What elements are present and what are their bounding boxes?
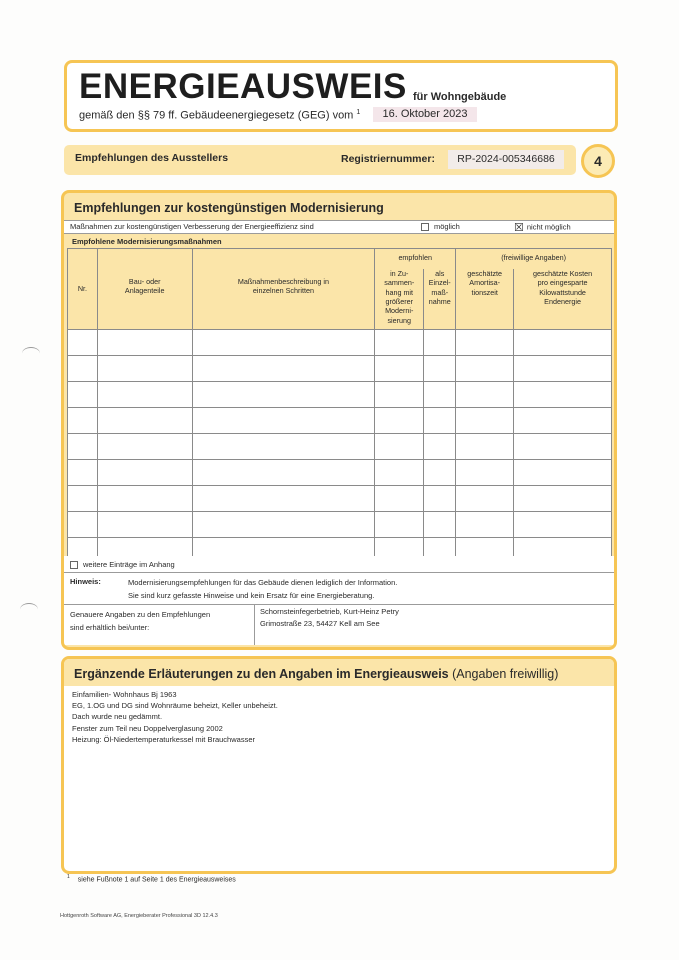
law-date-field: 16. Oktober 2023: [373, 107, 477, 122]
table-row: [68, 382, 612, 408]
col-amortization: geschätzte Amortisa-tionszeit: [456, 269, 514, 330]
more-entries-row: [64, 556, 614, 573]
note-row: [64, 573, 614, 605]
hole-punch-mark: [22, 347, 40, 360]
details-contact-line-1: Schornsteinfegerbetrieb, Kurt-Heinz Petry: [260, 607, 399, 616]
note-line-1: Modernisierungsempfehlungen für das Gebäude dienen lediglich der Information.: [128, 578, 398, 587]
col-description: Maßnahmenbeschreibung in einzelnen Schritten: [192, 249, 375, 330]
explanation-line: Fenster zum Teil neu Doppelverglasung 2002: [72, 723, 223, 733]
col-group-optional: (freiwillige Angaben): [456, 249, 612, 270]
explanation-line: EG, 1.OG und DG sind Wohnräume beheizt, Keller unbeheizt.: [72, 701, 278, 711]
explanation-line: Heizung: Öl-Niedertemperaturkessel mit Brauchwasser: [72, 734, 255, 744]
document-title: ENERGIEAUSWEIS: [79, 67, 407, 106]
hole-punch-mark: [20, 603, 38, 616]
table-row: [68, 330, 612, 356]
registry-label: Registriernummer:: [341, 153, 435, 165]
checkbox-unchecked-icon[interactable]: [70, 561, 78, 569]
col-group-recommended: empfohlen: [375, 249, 456, 270]
divider: [254, 605, 255, 645]
page-number-badge: 4: [581, 144, 615, 178]
recommendations-section: [61, 190, 617, 650]
table-row: [68, 460, 612, 486]
explanation-line: Dach wurde neu gedämmt.: [72, 712, 163, 722]
document-header: [64, 60, 618, 132]
footnote: $^1$ siehe Fußnote 1 auf Seite 1 des Energieausweises: [67, 874, 236, 884]
law-reference: gemäß den §§ 79 ff. Gebäudeenergiegesetz (GEG) vom $^1$: [79, 109, 361, 122]
section-title: Empfehlungen zur kostengünstigen Modernisierung: [74, 201, 384, 215]
col-single: als Einzel-maß-nahme: [424, 269, 456, 330]
feasibility-row: [64, 220, 614, 234]
note-label: Hinweis:: [70, 577, 101, 586]
table-header-row: [68, 249, 612, 270]
more-entries-option[interactable]: weitere Einträge im Anhang: [70, 560, 175, 569]
explanations-text: [72, 689, 278, 745]
table-row: [68, 434, 612, 460]
building-type: für Wohngebäude: [413, 91, 507, 103]
footnote-mark: 1: [356, 109, 361, 116]
details-row: [64, 605, 614, 645]
recommendations-table: [67, 248, 612, 564]
explanations-section: [61, 656, 617, 874]
details-contact-line-2: Grimostraße 23, 54427 Kell am See: [260, 619, 380, 628]
subheading: Empfohlene Modernisierungsmaßnahmen: [72, 237, 222, 246]
checkbox-crossed-icon[interactable]: ☒: [514, 222, 524, 234]
details-label-line-1: Genauere Angaben zu den Empfehlungen: [70, 610, 211, 619]
table-row: [68, 408, 612, 434]
table-row: [68, 486, 612, 512]
section-title: Ergänzende Erläuterungen zu den Angaben im Energieausweis (Angaben freiwillig): [74, 667, 559, 681]
software-credit: Hottgenroth Software AG, Energieberater Professional 3D 12.4.3: [60, 913, 218, 919]
explanation-line: Einfamilien- Wohnhaus Bj 1963: [72, 690, 177, 699]
aussteller-bar: [64, 145, 576, 175]
col-cost-per-kwh: geschätzte Kosten pro eingesparte Kilowattstunde Endenergie: [514, 269, 612, 330]
col-component: Bau- oder Anlagenteile: [97, 249, 192, 330]
checkbox-unchecked-icon[interactable]: [421, 223, 429, 231]
note-line-2: Sie sind kurz gefasste Hinweise und kein Ersatz für eine Energieberatung.: [128, 591, 375, 600]
option-possible[interactable]: möglich: [421, 222, 460, 231]
col-nr: Nr.: [68, 249, 98, 330]
table-row: [68, 356, 612, 382]
col-combined: in Zu-sammen-hang mit größerer Moderni-sierung: [375, 269, 424, 330]
table-row: [68, 512, 612, 538]
feasibility-question: Maßnahmen zur kostengünstigen Verbesserung der Energieeffizienz sind: [70, 222, 314, 231]
section-label: Empfehlungen des Ausstellers: [75, 152, 229, 164]
registry-number-field: RP-2024-005346686: [448, 150, 564, 169]
option-not-possible[interactable]: ☒ nicht möglich: [514, 222, 571, 234]
details-label-line-2: sind erhältlich bei/unter:: [70, 623, 150, 632]
